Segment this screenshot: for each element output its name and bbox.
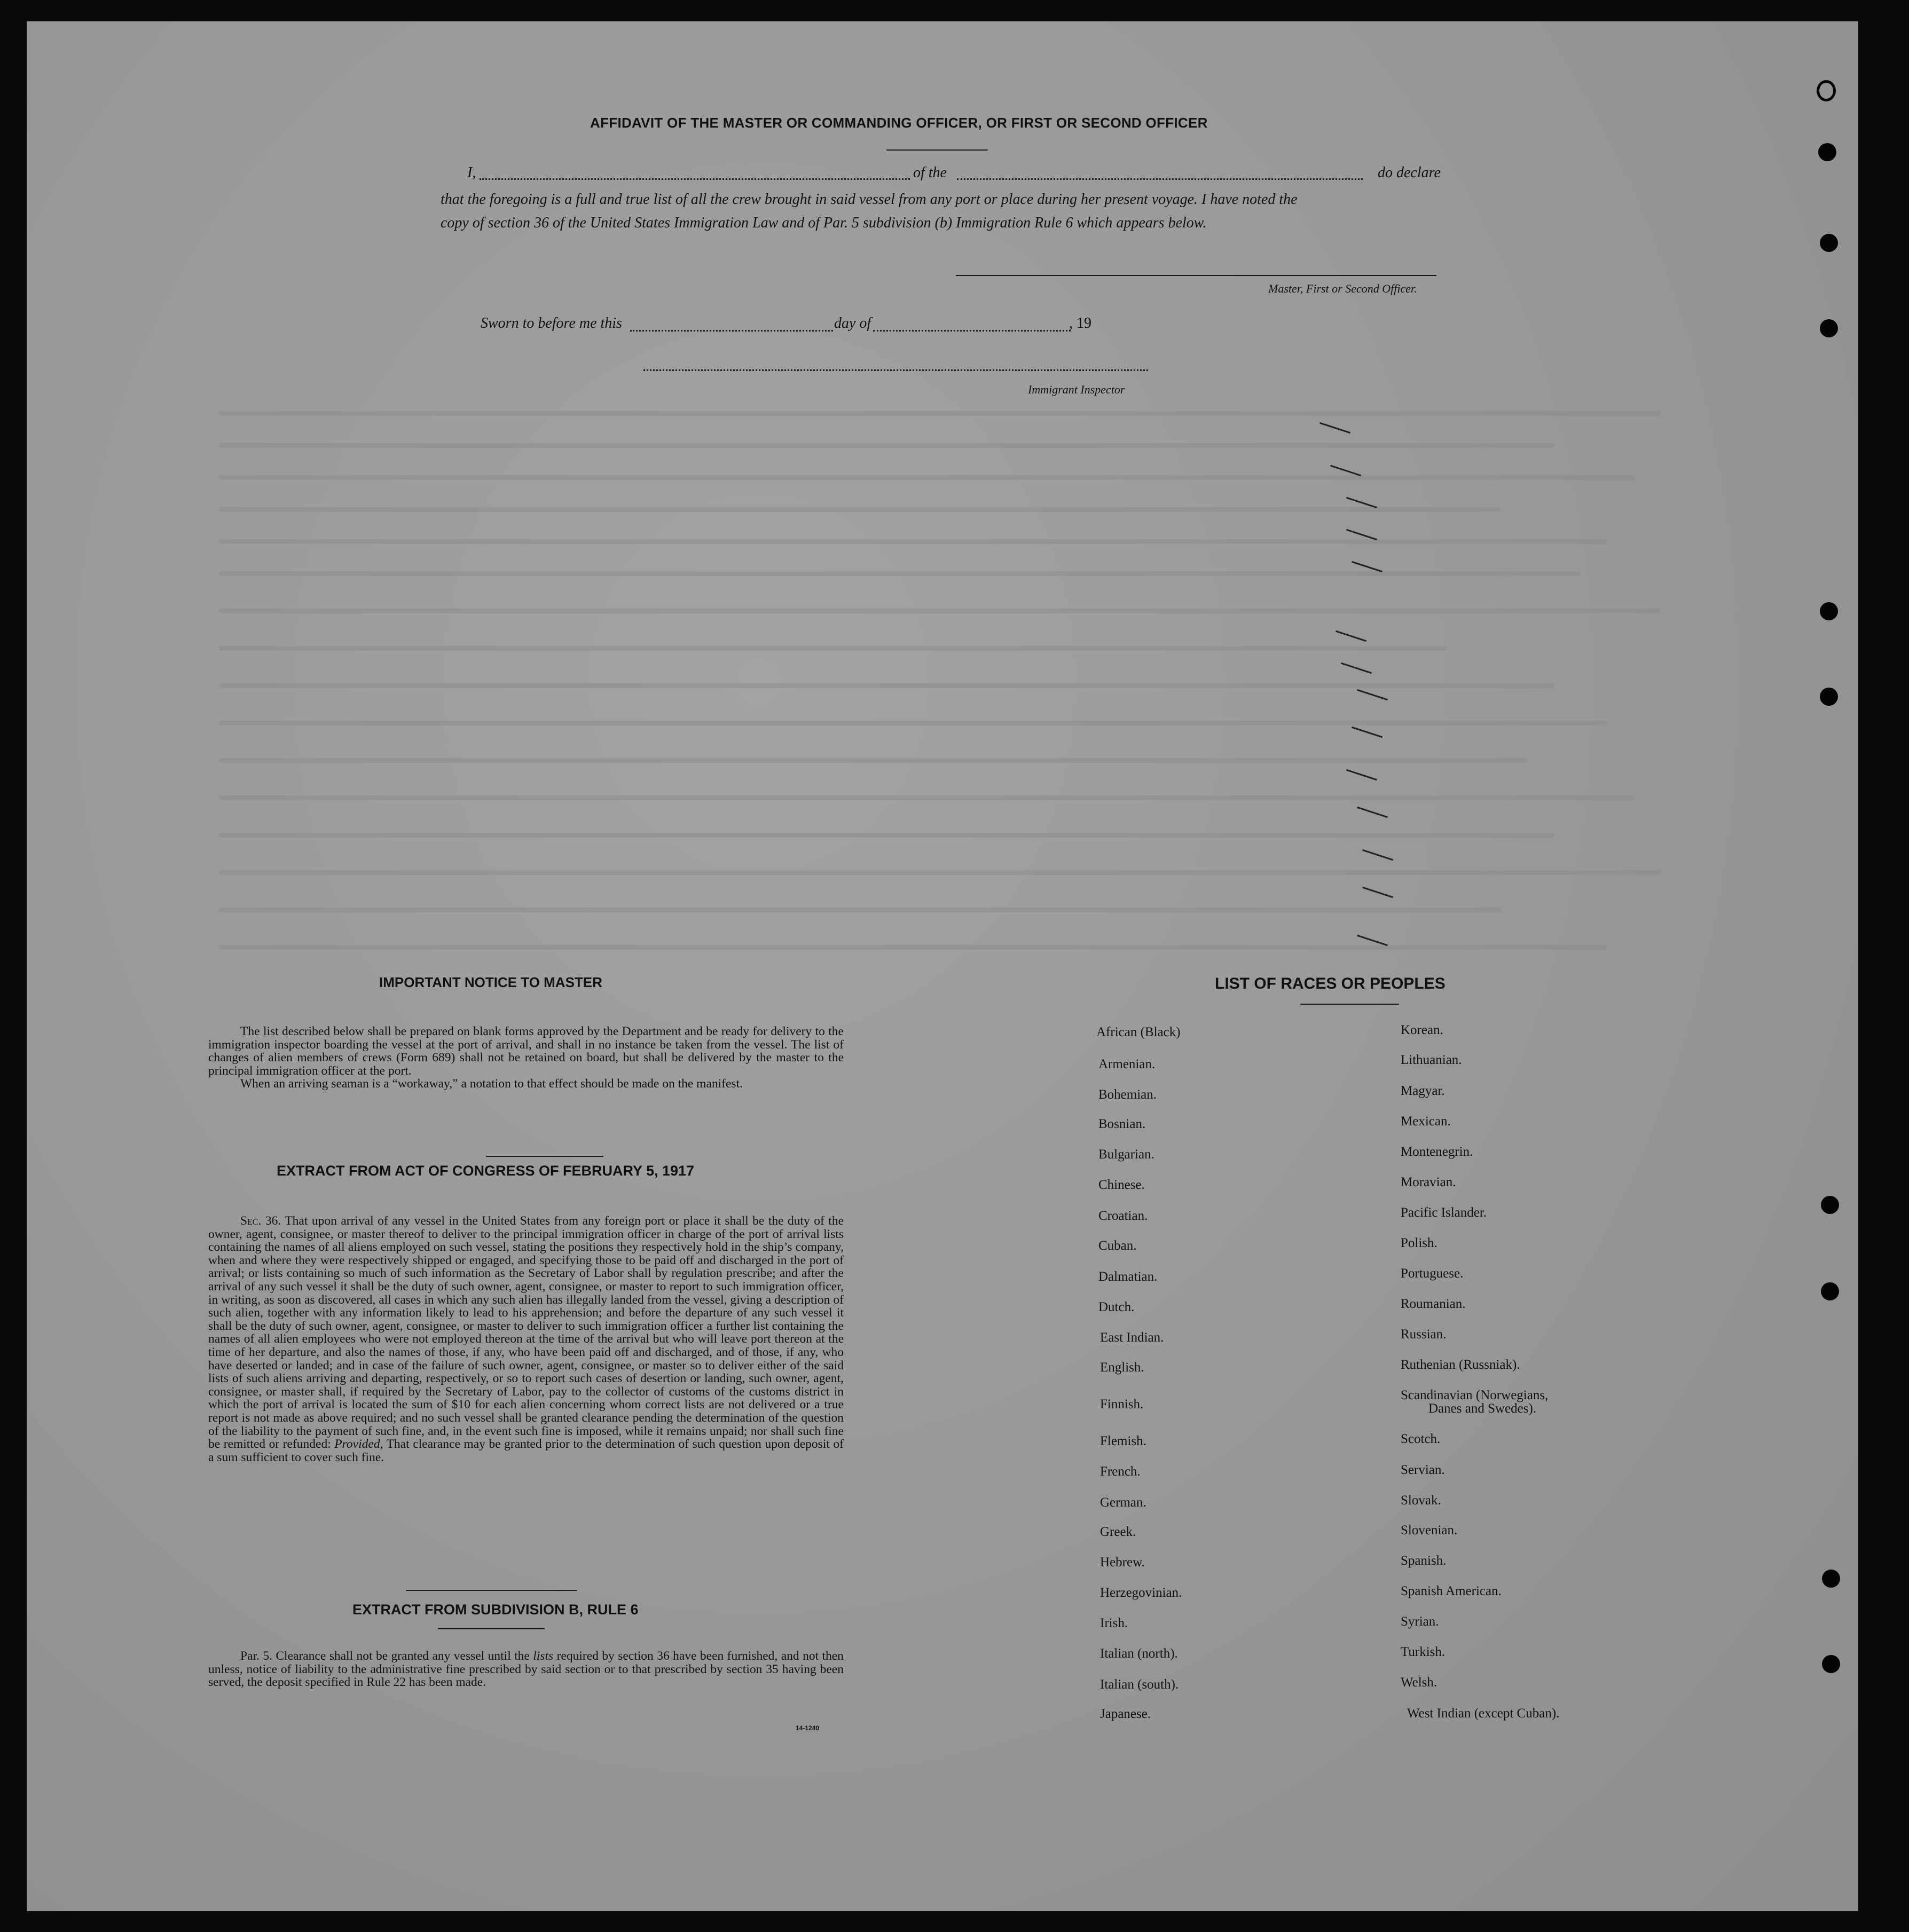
race-item: Armenian. — [1098, 1057, 1156, 1071]
race-item: Japanese. — [1100, 1707, 1151, 1721]
sworn-prefix: Sworn to before me this — [481, 315, 622, 332]
race-item: German. — [1100, 1495, 1146, 1510]
race-item: Portuguese. — [1401, 1266, 1464, 1281]
race-item: French. — [1100, 1464, 1141, 1479]
race-item: Syrian. — [1401, 1614, 1439, 1629]
pencil-tick — [1362, 887, 1393, 898]
rule-title: EXTRACT FROM SUBDIVISION B, RULE 6 — [352, 1602, 639, 1618]
race-item-continued: Danes and Swedes). — [1428, 1401, 1537, 1416]
pencil-tick — [1319, 422, 1350, 433]
race-item: Slovenian. — [1401, 1523, 1458, 1537]
affidavit-line-2: that the foregoing is a full and true list of all the crew brought in said vessel from any port or place during her present voyage. I have noted the — [441, 191, 1298, 208]
pencil-tick — [1335, 630, 1366, 642]
race-item: Scandinavian (Norwegians, — [1401, 1388, 1549, 1402]
binder-hole — [1822, 1570, 1840, 1588]
race-item: Herzegovinian. — [1100, 1586, 1182, 1600]
race-item: West Indian (except Cuban). — [1407, 1706, 1560, 1721]
race-item: Korean. — [1401, 1023, 1443, 1037]
pencil-tick — [1352, 561, 1382, 572]
affidavit-do-declare: do declare — [1378, 164, 1441, 181]
race-item: Slovak. — [1401, 1493, 1441, 1508]
race-item: Finnish. — [1100, 1397, 1144, 1411]
act-body — [208, 1215, 844, 1464]
pencil-tick — [1352, 727, 1382, 738]
title-underline — [438, 1628, 545, 1629]
bleed-through-row — [219, 795, 1634, 800]
bleed-through-row — [219, 443, 1554, 448]
pencil-tick — [1330, 465, 1361, 476]
affidavit-name-blank — [480, 178, 910, 180]
notice-body — [208, 1025, 844, 1091]
binder-hole — [1820, 602, 1838, 620]
act-text: That upon arrival of any vessel in the United States from any foreign port or place it shall be the duty of the owner, agent, consignee, or master thereof to deliver to the principal immigration officer in charge of the port of arrival lists containing the names of all aliens employed on such vessel, stating the positions they respectively hold in the ship’s company, when and where they were respectively shipped or engaged, and specifying those to be paid off and discharged in the port of arrival; or lists containing so much of such information as the Secretary of Labor shall by regulation prescribe; and after the arrival of any such vessel it shall be the duty of such owner, agent, consignee, or master to report to such immigration officer, in writing, as soon as discovered, all cases in which any such alien has illegally landed from the vessel, giving a description of such alien, together with any information likely to lead to his apprehension; and before the departure of any such vessel it shall be the duty of such owner, agent, consignee, or master to deliver to such immigration officer a further list containing the names of all alien employees who were not employed thereon at the time of the arrival but who will leave port thereon at the time of her departure, and also the names of those, if any, who have been paid off and discharged, and of those, if any, who have deserted or landed; and in case of the failure of such owner, agent, consignee, or master so to deliver either of the said lists of such aliens arriving and departing, respectively, or so to report such cases of desertion or landing, such owner, agent, consignee, or master shall, if required by the Secretary of Labor, pay to the collector of customs of the customs district in which the port of arrival is located the sum of $10 for each alien concerning whom correct lists are not delivered or a true report is not made as above required; and no such vessel shall be granted clearance pending the determination of the question of the liability to the payment of such fine, and, in the event such fine is imposed, while it remains unpaid; nor shall such fine be remitted or refunded: — [208, 1214, 844, 1452]
sworn-day-of: day of — [834, 315, 871, 332]
race-item: Hebrew. — [1100, 1555, 1145, 1570]
binder-hole — [1817, 80, 1836, 101]
title-underline — [1300, 1004, 1399, 1005]
pencil-tick — [1346, 529, 1377, 540]
race-item: Bosnian. — [1098, 1117, 1146, 1131]
race-item: Montenegrin. — [1401, 1145, 1473, 1159]
race-item: East Indian. — [1100, 1330, 1164, 1345]
affidavit-title: AFFIDAVIT OF THE MASTER OR COMMANDING OFFICER, OR FIRST OR SECOND OFFICER — [590, 115, 1208, 131]
bleed-through-row — [219, 683, 1554, 688]
affidavit-vessel-blank — [957, 178, 1363, 180]
binder-hole — [1820, 319, 1838, 337]
inspector-label: Immigrant Inspector — [1028, 383, 1125, 396]
race-item: Irish. — [1100, 1616, 1128, 1630]
signature-line — [956, 275, 1436, 276]
title-underline — [886, 149, 988, 151]
bleed-through-row — [219, 908, 1501, 912]
notice-para-2: When an arriving seaman is a “workaway,” a notation to that effect should be made on the manifest. — [240, 1077, 743, 1091]
race-item: Flemish. — [1100, 1434, 1146, 1448]
sworn-month-blank — [873, 330, 1071, 332]
race-item: Ruthenian (Russniak). — [1401, 1358, 1520, 1372]
bleed-through-row — [219, 646, 1447, 651]
race-item: Dalmatian. — [1098, 1269, 1158, 1284]
race-item: Moravian. — [1401, 1175, 1456, 1189]
bleed-through-row — [219, 758, 1527, 763]
race-item: Spanish American. — [1401, 1584, 1502, 1598]
race-item: Cuban. — [1098, 1239, 1137, 1253]
bleed-through-row — [219, 411, 1661, 416]
race-item: Bulgarian. — [1098, 1147, 1154, 1162]
notice-para-1: The list described below shall be prepared on blank forms approved by the Department and be ready for delivery to the immigration inspector boarding the vessel at the port of arrival, and shall in no instance be taken from the vessel. The list of changes of alien members of crews (Form 689) shall not be retained on board, but shall be delivered by the master to the principal immigration officer at the port. — [208, 1024, 844, 1078]
bleed-through-row — [219, 721, 1607, 726]
bleed-through-row — [219, 833, 1554, 838]
race-item: Bohemian. — [1098, 1087, 1157, 1102]
race-item: Chinese. — [1098, 1178, 1145, 1192]
pencil-tick — [1357, 689, 1388, 700]
race-item: Russian. — [1401, 1327, 1447, 1342]
act-title: EXTRACT FROM ACT OF CONGRESS OF FEBRUARY 5, 1917 — [277, 1163, 695, 1179]
act-sec-label: Sec. 36. — [240, 1214, 281, 1228]
race-item: Scotch. — [1401, 1432, 1441, 1446]
bleed-through-row — [219, 571, 1581, 576]
bleed-through-row — [219, 507, 1501, 512]
affidavit-of-the: of the — [913, 164, 947, 181]
pencil-tick — [1357, 807, 1388, 818]
race-item: Turkish. — [1401, 1645, 1446, 1659]
binder-hole — [1821, 1282, 1839, 1300]
rule-body — [208, 1650, 844, 1689]
pencil-tick — [1341, 663, 1372, 674]
race-item: Mexican. — [1401, 1114, 1451, 1129]
race-item: Welsh. — [1401, 1675, 1437, 1690]
act-text-end: That clearance may be granted prior to the determination of such question upon deposit of a sum sufficient to cover such fine. — [208, 1437, 844, 1464]
document-page — [27, 21, 1858, 1911]
rule-text-b: required by section 36 have been furnished, and not then unless, notice of liability to the administrative fine prescribed by said section or to that prescribed by section 35 having been served, the deposit specified in Rule 22 has been made. — [208, 1649, 844, 1690]
race-item: African (Black) — [1096, 1025, 1181, 1039]
race-item: Magyar. — [1401, 1084, 1445, 1098]
binder-hole — [1818, 143, 1836, 161]
bleed-through-row — [219, 539, 1607, 544]
race-item: Greek. — [1100, 1525, 1136, 1539]
binder-hole — [1821, 1196, 1839, 1214]
section-divider — [406, 1590, 577, 1591]
race-item: Dutch. — [1098, 1300, 1135, 1314]
signature-label: Master, First or Second Officer. — [1268, 282, 1417, 295]
race-item: Pacific Islander. — [1401, 1205, 1487, 1220]
pencil-tick — [1362, 849, 1393, 861]
form-number: 14-1240 — [796, 1724, 820, 1732]
races-title: LIST OF RACES OR PEOPLES — [1215, 975, 1446, 992]
binder-hole — [1820, 688, 1838, 706]
binder-hole — [1822, 1655, 1840, 1673]
bleed-through-row — [219, 870, 1661, 875]
notice-title: IMPORTANT NOTICE TO MASTER — [379, 974, 602, 990]
race-item: Servian. — [1401, 1463, 1445, 1477]
affidavit-line-3: copy of section 36 of the United States Immigration Law and of Par. 5 subdivision (b) Immigration Rule 6 which appears below. — [441, 215, 1207, 231]
pencil-tick — [1357, 935, 1388, 946]
race-item: Croatian. — [1098, 1209, 1148, 1223]
race-item: Polish. — [1401, 1236, 1437, 1250]
affidavit-i: I, — [467, 164, 476, 181]
race-item: Spanish. — [1401, 1554, 1447, 1568]
sworn-date-blank — [630, 330, 833, 332]
section-divider — [486, 1156, 603, 1157]
race-item: Italian (north). — [1100, 1646, 1178, 1661]
pencil-tick — [1346, 497, 1377, 508]
binder-hole — [1820, 234, 1838, 252]
rule-text-a: Par. 5. Clearance shall not be granted any vessel until the — [240, 1649, 530, 1663]
act-provided: Provided, — [334, 1437, 383, 1452]
race-item: Roumanian. — [1401, 1297, 1466, 1311]
inspector-signature-line — [643, 369, 1148, 371]
sworn-year: , 19 — [1069, 315, 1091, 332]
bleed-through-row — [219, 475, 1634, 480]
rule-lists-word: lists — [533, 1649, 554, 1663]
pencil-tick — [1346, 769, 1377, 780]
race-item: English. — [1100, 1360, 1144, 1375]
bleed-through-row — [219, 945, 1607, 950]
race-item: Lithuanian. — [1401, 1053, 1462, 1067]
race-item: Italian (south). — [1100, 1677, 1179, 1692]
bleed-through-row — [219, 609, 1661, 613]
